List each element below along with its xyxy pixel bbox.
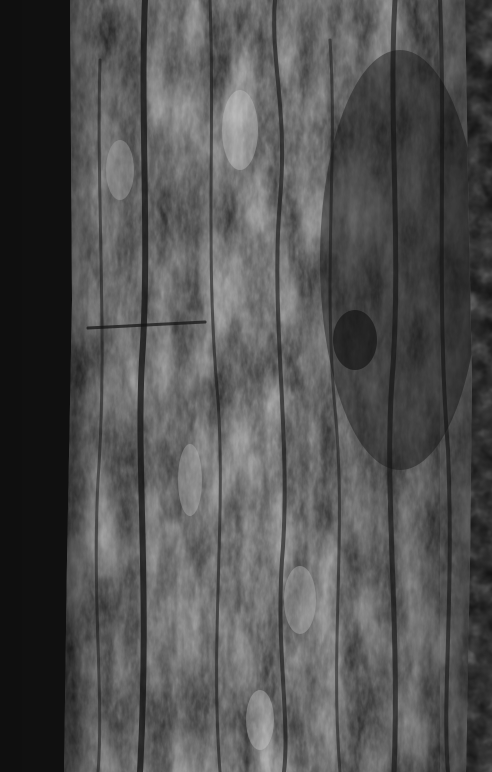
left-shadow-band	[0, 0, 72, 772]
tree-trunk	[60, 0, 480, 772]
